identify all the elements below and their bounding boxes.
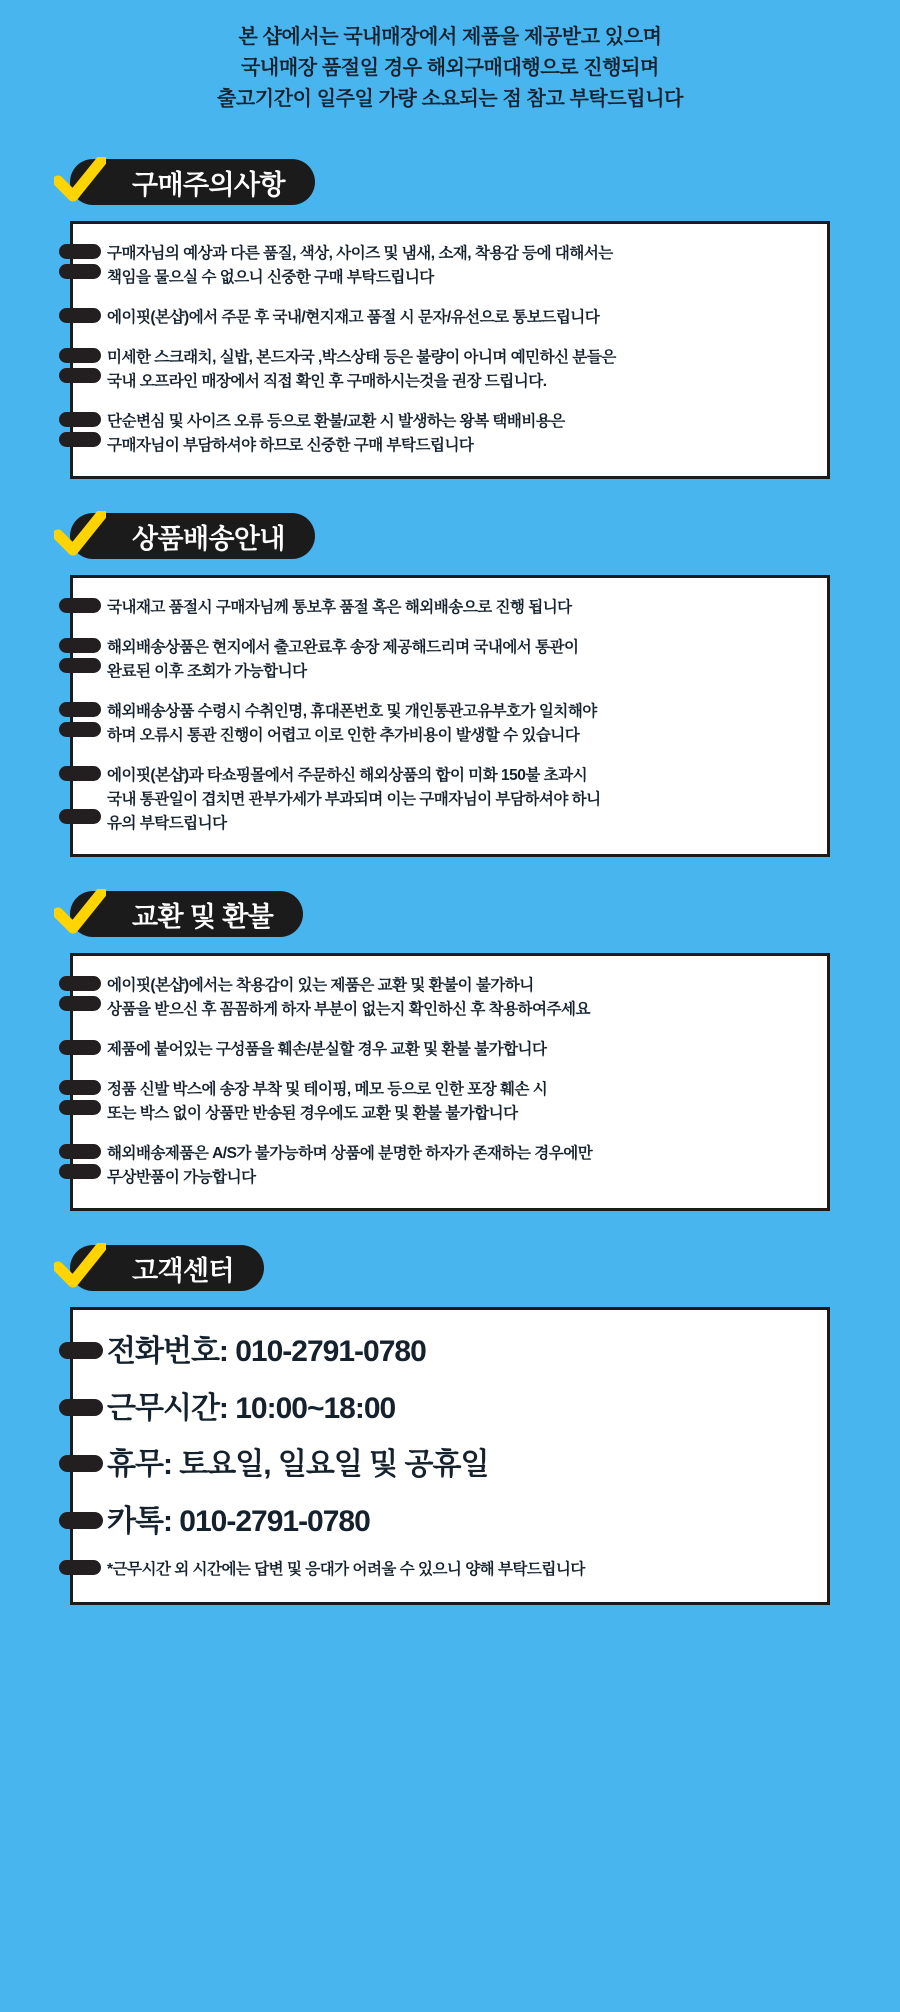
section-heading <box>0 159 900 207</box>
list-item-line: 책임을 물으실 수 없으니 신중한 구매 부탁드립니다 <box>107 269 434 287</box>
contact-hours-text: 근무시간: 10:00~18:00 <box>107 1391 396 1425</box>
section-body <box>70 953 830 1211</box>
list-item <box>107 346 807 394</box>
contact-kakao-text: 카톡: 010-2791-0780 <box>107 1504 370 1538</box>
section-title-pill: 구매주의사항 <box>70 159 315 205</box>
bullet-marker <box>59 598 101 613</box>
top-notice-line-1: 본 샵에서는 국내매장에서 제품을 제공받고 있으며 <box>238 26 662 48</box>
list-item-line: 구매자님의 예상과 다른 품질, 색상, 사이즈 및 냄새, 소재, 착용감 등에 대해서는 <box>107 245 613 262</box>
section-heading <box>0 891 900 939</box>
contact-holiday <box>107 1445 807 1486</box>
list-item-line: 에이핏(본샵)과 타쇼핑몰에서 주문하신 해외상품의 합이 미화 150불 초과시 <box>107 767 588 785</box>
list-item <box>107 764 807 836</box>
bullet-marker <box>59 264 101 279</box>
list-item <box>107 1142 807 1190</box>
section-customer-center <box>0 1245 900 1604</box>
bullet-marker <box>59 976 101 991</box>
section-heading <box>0 1245 900 1293</box>
list-item-line: 에이핏(본샵)에서 주문 후 국내/현지재고 품절 시 문자/유선으로 통보드립니다 <box>107 309 600 327</box>
bullet-marker <box>59 809 101 824</box>
list-item-line: 유의 부탁드립니다 <box>107 815 227 833</box>
bullet-marker <box>59 1399 103 1416</box>
section-body <box>70 221 830 479</box>
list-item <box>107 974 807 1022</box>
bullet-marker <box>59 368 101 383</box>
list-item-line: 국내 오프라인 매장에서 직접 확인 후 구매하시는것을 권장 드립니다. <box>107 373 547 391</box>
section-purchase-notice <box>0 159 900 479</box>
content-box <box>70 953 830 1211</box>
bullet-marker <box>59 412 101 427</box>
section-exchange-refund <box>0 891 900 1211</box>
section-title-pill: 교환 및 환불 <box>70 891 303 937</box>
bullet-marker <box>59 1080 101 1095</box>
list-item-line: 하며 오류시 통관 진행이 어렵고 이로 인한 추가비용이 발생할 수 있습니다 <box>107 727 580 745</box>
list-item-line: 국내재고 품절시 구매자님께 통보후 품절 혹은 해외배송으로 진행 됩니다 <box>107 599 572 617</box>
bullet-marker <box>59 1512 103 1529</box>
section-body <box>70 1307 830 1604</box>
contact-note <box>107 1558 807 1581</box>
bullet-marker <box>59 348 101 363</box>
bullet-marker <box>59 722 101 737</box>
section-title-pill: 상품배송안내 <box>70 513 315 559</box>
bullet-marker <box>59 1164 101 1179</box>
contact-kakao <box>107 1502 807 1543</box>
bullet-marker <box>59 702 101 717</box>
content-box <box>70 221 830 479</box>
list-item-line: 완료된 이후 조회가 가능합니다 <box>107 663 307 681</box>
bullet-marker <box>59 1144 101 1159</box>
bullet-marker <box>59 1100 101 1115</box>
content-box <box>70 575 830 857</box>
content-box <box>70 1307 830 1604</box>
list-item <box>107 700 807 748</box>
bullet-marker <box>59 638 101 653</box>
section-heading <box>0 513 900 561</box>
contact-hours <box>107 1389 807 1430</box>
list-item-line: 해외배송제품은 A/S가 불가능하며 상품에 분명한 하자가 존재하는 경우에만 <box>107 1145 593 1163</box>
bullet-marker <box>59 432 101 447</box>
list-item-line: 또는 박스 없이 상품만 반송된 경우에도 교환 및 환불 불가합니다 <box>107 1105 518 1123</box>
bullet-marker <box>59 244 101 259</box>
section-shipping-info <box>0 513 900 857</box>
bullet-marker <box>59 766 101 781</box>
list-item <box>107 1038 807 1062</box>
list-item-line: 국내 통관일이 겹치면 관부가세가 부과되며 이는 구매자님이 부담하셔야 하니 <box>107 791 601 809</box>
list-item-line: 단순변심 및 사이즈 오류 등으로 환불/교환 시 발생하는 왕복 택배비용은 <box>107 413 565 431</box>
top-notice-line-2: 국내매장 품절일 경우 해외구매대행으로 진행되며 <box>241 57 659 79</box>
top-notice <box>0 0 900 125</box>
list-item <box>107 1078 807 1126</box>
list-item-line: 해외배송상품은 현지에서 출고완료후 송장 제공해드리며 국내에서 통관이 <box>107 639 579 657</box>
contact-holiday-text: 휴무: 토요일, 일요일 및 공휴일 <box>107 1448 489 1482</box>
list-item <box>107 242 807 290</box>
bullet-marker <box>59 1342 103 1359</box>
list-item-line: 무상반품이 가능합니다 <box>107 1169 256 1187</box>
section-title-pill: 고객센터 <box>70 1245 264 1291</box>
list-item-line: 정품 신발 박스에 송장 부착 및 테이핑, 메모 등으로 인한 포장 훼손 시 <box>107 1081 548 1099</box>
list-item <box>107 596 807 620</box>
list-item-line: 해외배송상품 수령시 수취인명, 휴대폰번호 및 개인통관고유부호가 일치해야 <box>107 703 597 721</box>
section-body <box>70 575 830 857</box>
list-item <box>107 306 807 330</box>
bullet-marker <box>59 308 101 323</box>
list-item-line: 에이핏(본샵)에서는 착용감이 있는 제품은 교환 및 환불이 불가하니 <box>107 977 534 995</box>
list-item-line: 미세한 스크래치, 실밥, 본드자국 ,박스상태 등은 불량이 아니며 예민하신 분들은 <box>107 349 616 367</box>
contact-phone-text: 전화번호: 010-2791-0780 <box>107 1335 426 1369</box>
contact-note-text: *근무시간 외 시간에는 답변 및 응대가 어려울 수 있으니 양해 부탁드립니다 <box>107 1561 585 1579</box>
top-notice-line-3: 출고기간이 일주일 가량 소요되는 점 참고 부탁드립니다 <box>216 88 684 110</box>
list-item <box>107 636 807 684</box>
list-item <box>107 410 807 458</box>
bullet-marker <box>59 996 101 1011</box>
bullet-marker <box>59 1455 103 1472</box>
bullet-marker <box>59 1040 101 1055</box>
list-item-line: 구매자님이 부담하셔야 하므로 신중한 구매 부탁드립니다 <box>107 437 474 455</box>
bullet-marker <box>59 658 101 673</box>
bullet-marker <box>59 1560 101 1575</box>
contact-phone <box>107 1332 807 1373</box>
list-item-line: 제품에 붙어있는 구성품을 훼손/분실할 경우 교환 및 환불 불가합니다 <box>107 1041 547 1059</box>
list-item-line: 상품을 받으신 후 꼼꼼하게 하자 부분이 없는지 확인하신 후 착용하여주세요 <box>107 1001 590 1019</box>
